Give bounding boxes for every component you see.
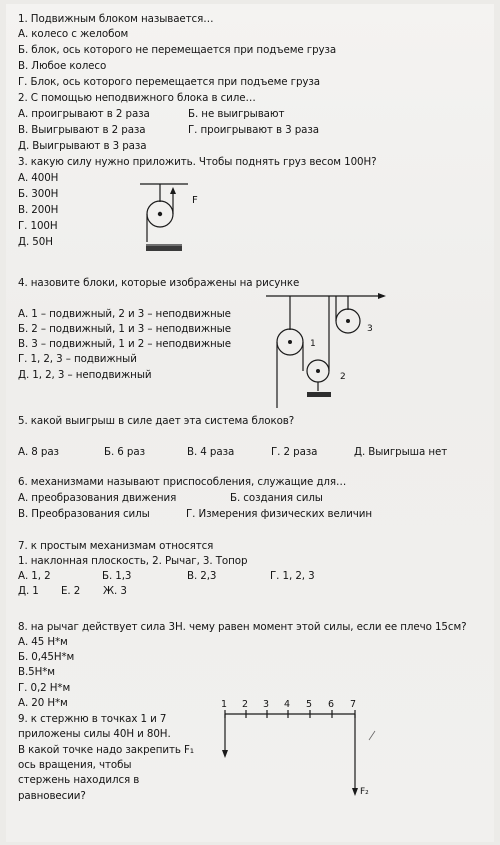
q4-option-c: В. 3 – подвижный, 1 и 2 – неподвижные (18, 338, 231, 350)
pulley-label-3: 3 (367, 324, 373, 334)
q1-option-d: Г. Блок, ось которого перемещается при подъеме груза (18, 76, 320, 88)
pulley-axle (158, 212, 162, 216)
q4-option-b: Б. 2 – подвижный, 1 и 3 – неподвижные (18, 323, 231, 335)
q1-question: 1. Подвижным блоком называется… (18, 13, 214, 25)
q7-option-f: Е. 2 (61, 585, 81, 597)
q9-line-1: 9. к стержню в точках 1 и 7 (18, 713, 167, 725)
q5-option-d: Г. 2 раза (271, 446, 318, 458)
q3-option-e: Д. 50Н (18, 236, 53, 248)
q9-line-4: ось вращения, чтобы (18, 759, 132, 771)
q2-option-b: Б. не выигрывают (188, 108, 285, 120)
load-weight (307, 392, 331, 397)
tick-4: 4 (284, 699, 290, 710)
rope-arrow-icon (378, 293, 386, 299)
q6-option-a: А. преобразования движения (18, 492, 177, 504)
q7-option-a: А. 1, 2 (18, 570, 51, 582)
tick-6: 6 (328, 699, 334, 710)
tick-2: 2 (242, 699, 248, 710)
force-arrow-icon (170, 187, 176, 194)
q3-option-a: А. 400Н (18, 172, 59, 184)
q8-option-e: А. 20 Н*м (18, 697, 68, 709)
q2-question: 2. С помощью неподвижного блока в силе… (18, 92, 256, 104)
q7-option-g: Ж. 3 (103, 585, 127, 597)
force-label: F (192, 195, 198, 206)
q5-option-b: Б. 6 раз (104, 446, 145, 458)
fixed-pulley-diagram (130, 172, 220, 262)
q8-option-b: Б. 0,45Н*м (18, 651, 75, 663)
q2-option-d: Г. проигрывают в 3 раза (188, 124, 319, 136)
q9-line-6: равновесии? (18, 790, 86, 802)
q6-question: 6. механизмами называют приспособления, служащие для… (18, 476, 347, 488)
tick-1: 1 (221, 699, 227, 710)
q9-line-2: приложены силы 40Н и 80Н. (18, 728, 171, 740)
q4-option-e: Д. 1, 2, 3 – неподвижный (18, 369, 152, 381)
q5-question: 5. какой выигрыш в силе дает эта система блоков? (18, 415, 295, 427)
q5-option-c: В. 4 раза (187, 446, 235, 458)
q7-option-e: Д. 1 (18, 585, 39, 597)
q7-option-c: В. 2,3 (187, 570, 217, 582)
q9-line-3: В какой точке надо закрепить F₁ (18, 744, 194, 756)
q1-option-b: Б. блок, ось которого не перемещается при подъеме груза (18, 44, 337, 56)
tick-3: 3 (263, 699, 269, 710)
q4-option-a: А. 1 – подвижный, 2 и 3 – неподвижные (18, 308, 231, 320)
q5-option-e: Д. Выигрыша нет (354, 446, 448, 458)
pulley-system-diagram (260, 288, 390, 413)
q8-option-c: В.5Н*м (18, 666, 55, 678)
force-2-arrow-icon (352, 788, 358, 796)
q8-question: 8. на рычаг действует сила 3Н. чему равен момент этой силы, если ее плечо 15см? (18, 621, 467, 633)
tick-7: 7 (350, 699, 356, 710)
pulley-label-1: 1 (310, 339, 316, 349)
q8-option-d: Г. 0,2 Н*м (18, 682, 71, 694)
q4-option-d: Г. 1, 2, 3 – подвижный (18, 353, 137, 365)
q2-option-a: А. проигрывают в 2 раза (18, 108, 150, 120)
force-2-label: F₂ (360, 787, 369, 797)
q5-option-a: А. 8 раз (18, 446, 59, 458)
q4-question: 4. назовите блоки, которые изображены на рисунке (18, 277, 300, 289)
q7-question: 7. к простым механизмам относятся (18, 540, 214, 552)
tick-5: 5 (306, 699, 312, 710)
q9-line-5: стержень находился в (18, 774, 140, 786)
pulley-label-2: 2 (340, 372, 346, 382)
q6-option-b: Б. создания силы (230, 492, 323, 504)
q2-option-e: Д. Выигрывают в 3 раза (18, 140, 147, 152)
q1-option-a: А. колесо с желобом (18, 28, 129, 40)
q3-option-b: Б. 300Н (18, 188, 59, 200)
q8-option-a: А. 45 Н*м (18, 636, 68, 648)
q3-option-d: Г. 100Н (18, 220, 58, 232)
q7-option-b: Б. 1,3 (102, 570, 132, 582)
q3-option-c: В. 200Н (18, 204, 59, 216)
q2-option-c: В. Выигрывают в 2 раза (18, 124, 146, 136)
q6-option-c: В. Преобразования силы (18, 508, 150, 520)
q1-option-c: В. Любое колесо (18, 60, 107, 72)
q6-option-d: Г. Измерения физических величин (186, 508, 372, 520)
force-1-arrow-icon (222, 750, 228, 758)
q7-items: 1. наклонная плоскость, 2. Рычаг, 3. Топор (18, 555, 248, 567)
q7-option-d: Г. 1, 2, 3 (270, 570, 315, 582)
q3-question: 3. какую силу нужно приложить. Чтобы поднять груз весом 100Н? (18, 156, 377, 168)
